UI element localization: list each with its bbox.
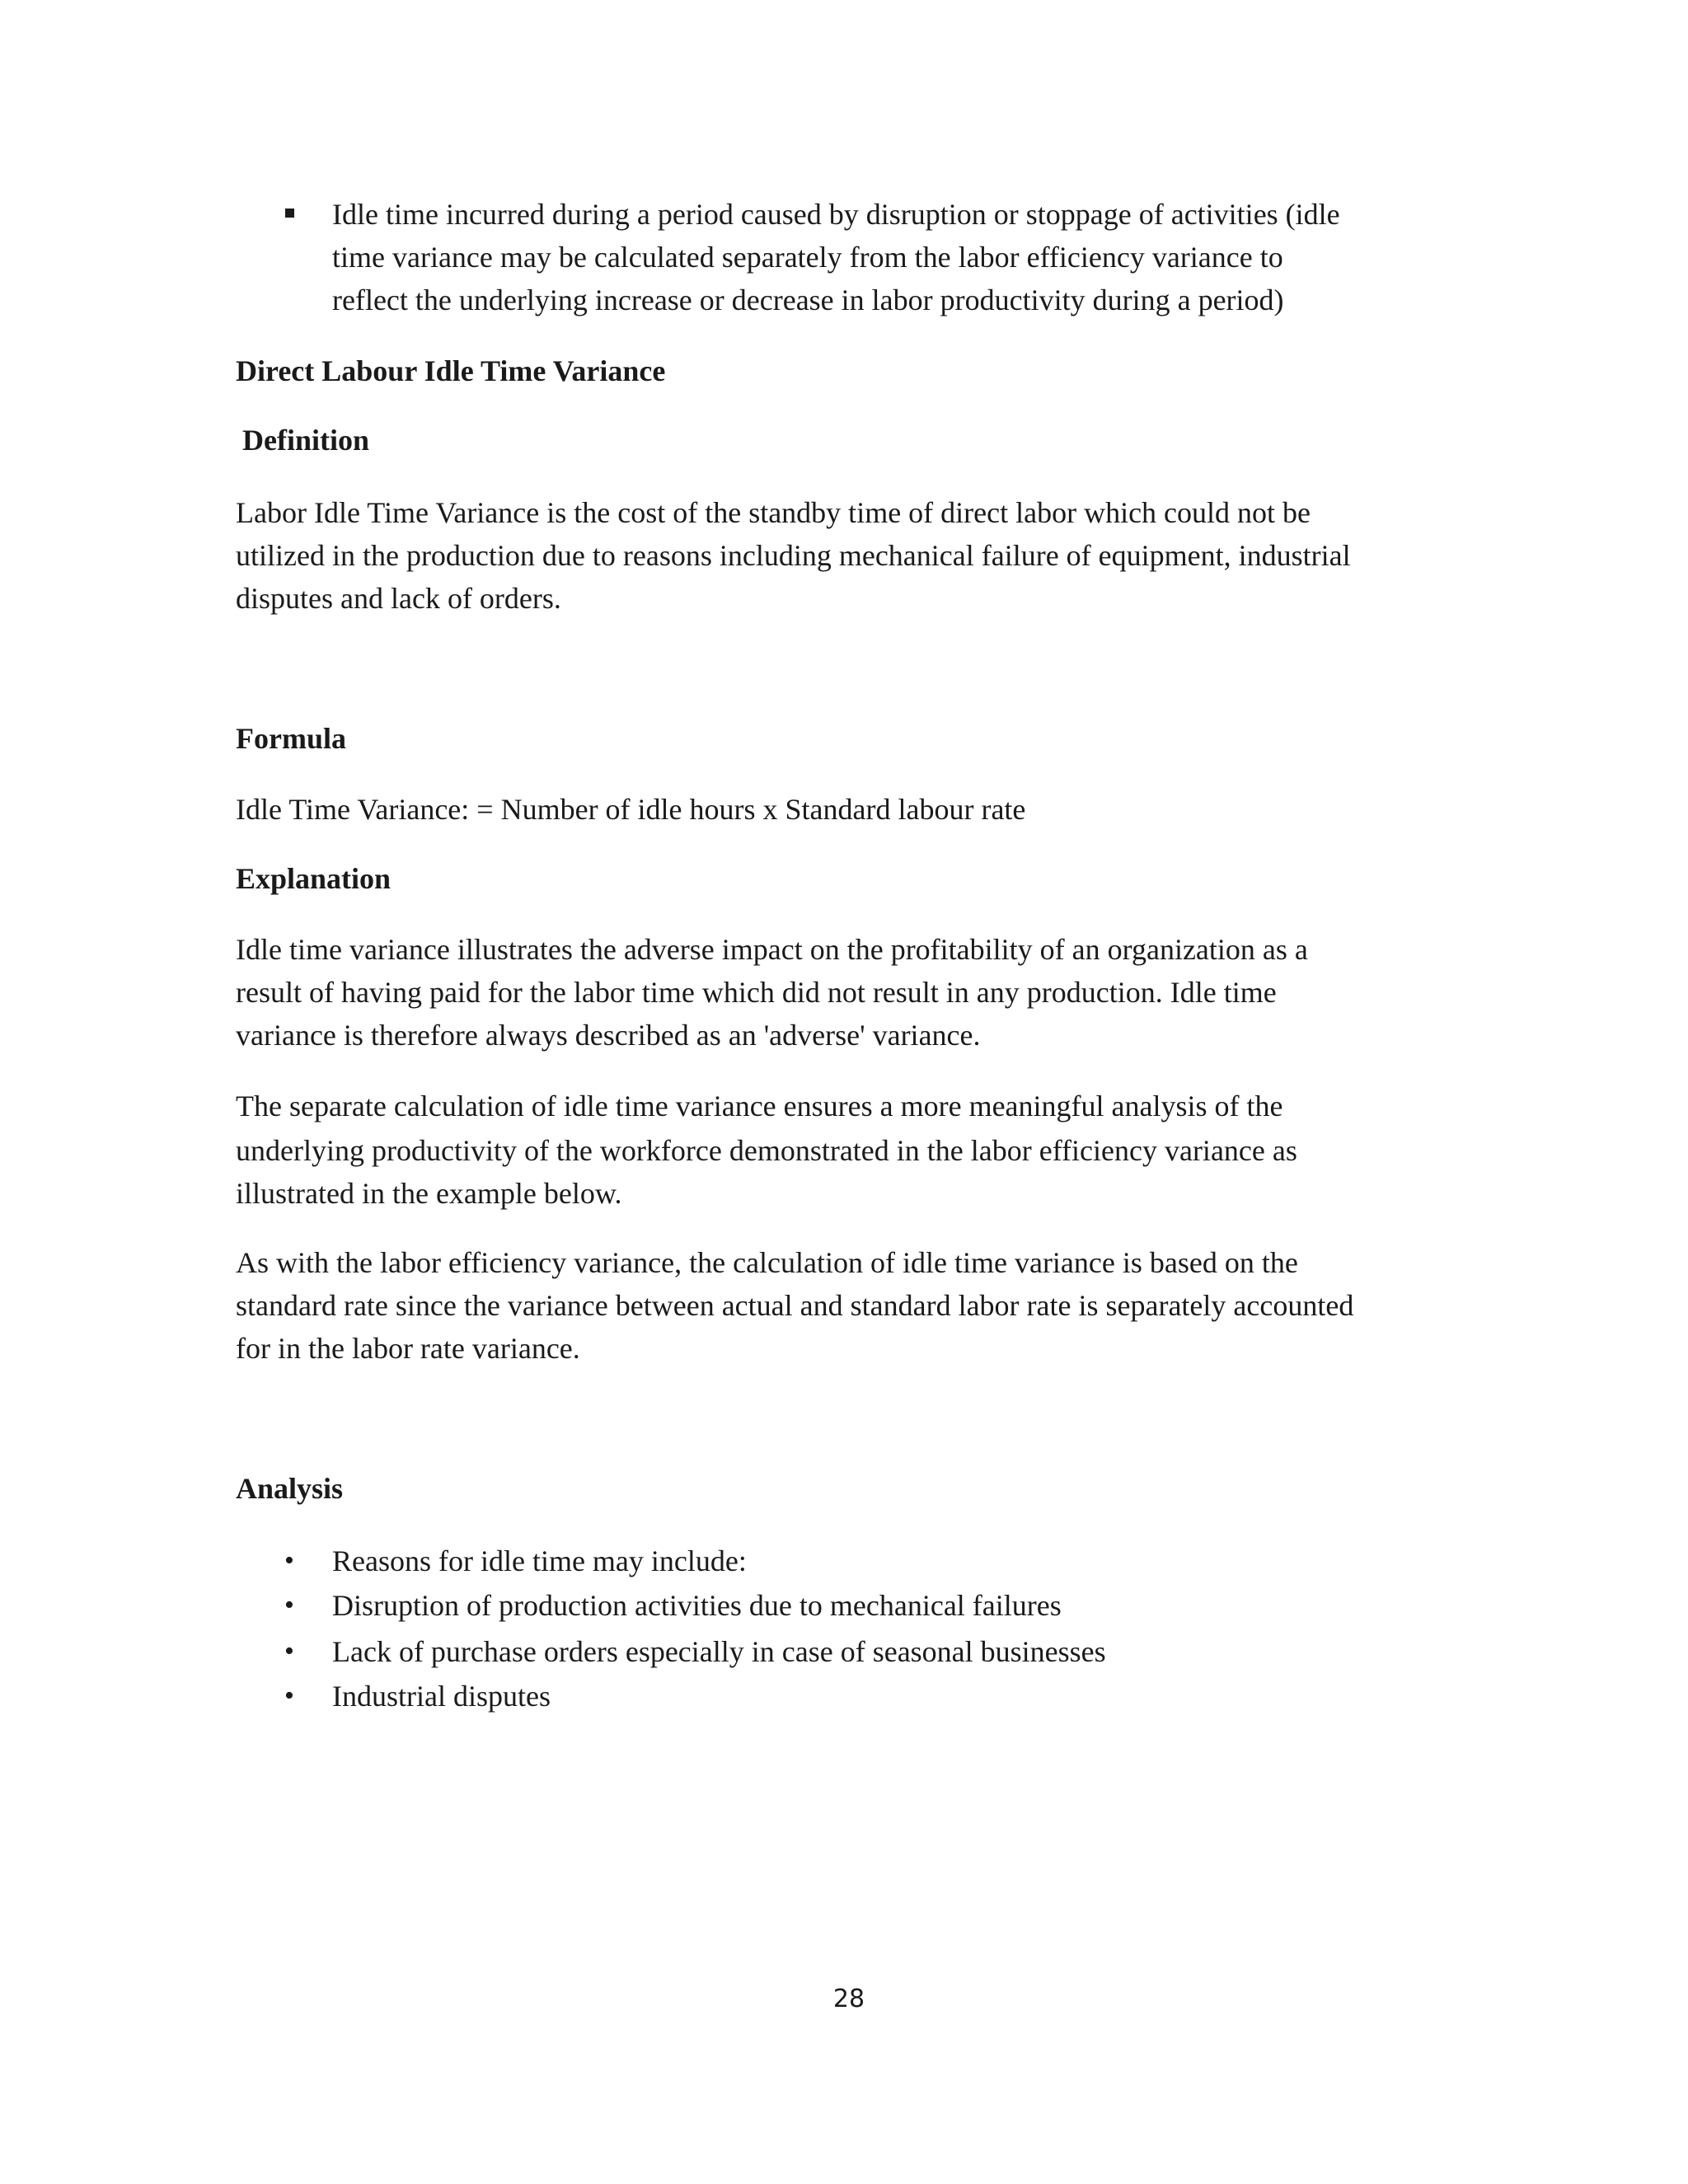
analysis-heading: Analysis [236, 1472, 344, 1505]
square-bullet-icon [285, 209, 294, 218]
top-bullet-line-1: Idle time incurred during a period caused by disruption or stoppage of activities (idle [332, 198, 1340, 231]
analysis-item: Disruption of production activities due to mechanical failures [332, 1589, 1062, 1622]
explanation-p2-line-3: illustrated in the example below. [236, 1177, 622, 1210]
explanation-p3-line-2: standard rate since the variance between actual and standard labor rate is separately accounted [236, 1289, 1354, 1322]
analysis-item: Industrial disputes [332, 1680, 551, 1713]
explanation-p2-line-1: The separate calculation of idle time variance ensures a more meaningful analysis of the [236, 1090, 1283, 1122]
formula-text: Idle Time Variance: = Number of idle hours x Standard labour rate [236, 793, 1026, 826]
page-number: 28 [832, 1985, 865, 2013]
section-title: Direct Labour Idle Time Variance [236, 354, 666, 387]
bullet-dot-icon: • [284, 1680, 294, 1711]
definition-line-1: Labor Idle Time Variance is the cost of the standby time of direct labor which could not be [236, 496, 1311, 529]
explanation-p1-line-2: result of having paid for the labor time which did not result in any production. Idle time [236, 976, 1277, 1009]
top-bullet-line-2: time variance may be calculated separately from the labor efficiency variance to [332, 241, 1283, 274]
definition-line-3: disputes and lack of orders. [236, 582, 561, 615]
explanation-p3-line-3: for in the labor rate variance. [236, 1332, 580, 1365]
formula-heading: Formula [236, 722, 346, 755]
bullet-dot-icon: • [284, 1590, 294, 1620]
explanation-p1-line-1: Idle time variance illustrates the adverse impact on the profitability of an organization as a [236, 933, 1308, 966]
bullet-dot-icon: • [284, 1636, 294, 1666]
explanation-p2-line-2: underlying productivity of the workforce demonstrated in the labor efficiency variance as [236, 1134, 1297, 1167]
analysis-item: Reasons for idle time may include: [332, 1544, 747, 1577]
analysis-item: Lack of purchase orders especially in case of seasonal businesses [332, 1635, 1106, 1668]
definition-heading: Definition [242, 424, 370, 457]
bullet-dot-icon: • [284, 1545, 294, 1576]
explanation-p1-line-3: variance is therefore always described as an 'adverse' variance. [236, 1019, 981, 1052]
top-bullet-line-3: reflect the underlying increase or decrease in labor productivity during a period) [332, 284, 1284, 316]
definition-line-2: utilized in the production due to reasons including mechanical failure of equipment, industrial [236, 539, 1351, 572]
explanation-p3-line-1: As with the labor efficiency variance, the calculation of idle time variance is based on the [236, 1246, 1298, 1279]
explanation-heading: Explanation [236, 862, 392, 895]
